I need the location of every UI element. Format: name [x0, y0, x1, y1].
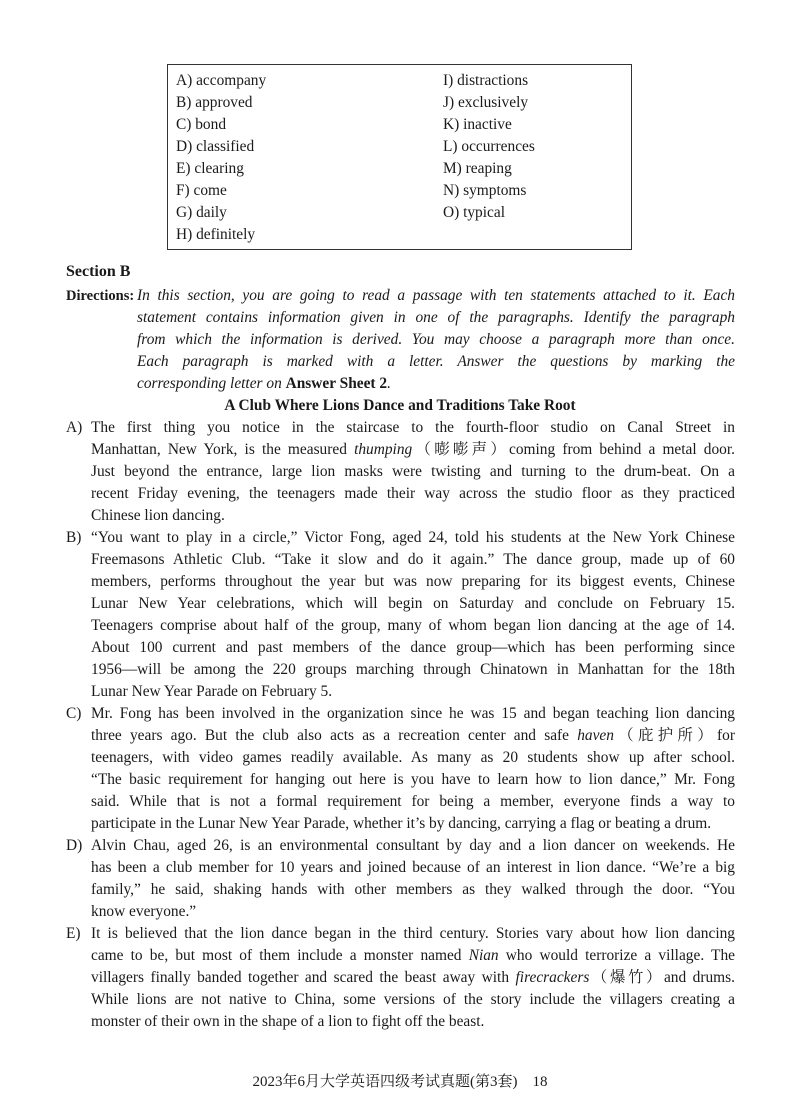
text-segment: Chinese lion dancing.: [91, 507, 225, 524]
word-option: J) exclusively: [443, 94, 529, 111]
text-segment: While lions are not native to China, some versions of the story include the villagers creating a: [91, 991, 735, 1008]
text-segment: villagers finally banded together and scared the beast away with: [91, 969, 516, 986]
word-option: A) accompany: [176, 72, 267, 89]
text-line: [91, 527, 735, 549]
text-segment: It is believed that the lion dance began in the third century. Stories vary about how lion dancing: [91, 925, 735, 942]
text-segment: Mr. Fong has been involved in the organization since he was 15 and began teaching lion dancing: [91, 705, 735, 722]
text-segment: （爆竹）and drums.: [589, 969, 735, 986]
text-line: [91, 439, 735, 461]
text-segment: who would terrorize a village. The: [498, 947, 735, 964]
word-option: I) distractions: [443, 72, 529, 89]
text-segment: said. While that is not a formal requirement for being a member, everyone finds a way to: [91, 793, 735, 810]
text-segment: The first thing you notice in the staircase to the fourth-floor studio on Canal Street in: [91, 419, 735, 436]
text-line: [91, 769, 735, 791]
text-line: [137, 307, 735, 329]
text-line: [91, 593, 735, 615]
italic-term: haven: [577, 727, 614, 744]
text-segment: Alvin Chau, aged 26, is an environmental consultant by day and a lion dancer on weekends. He: [91, 837, 735, 854]
text-line: [137, 373, 735, 395]
text-line: [91, 835, 735, 857]
text-segment: came to be, but most of them include a monster named: [91, 947, 469, 964]
passage-title: A Club Where Lions Dance and Traditions Take Root: [224, 397, 576, 414]
text-line: [91, 505, 735, 527]
text-line: [91, 483, 735, 505]
text-line: [91, 901, 735, 923]
text-segment: three years ago. But the club also acts as a recreation center and safe: [91, 727, 578, 744]
italic-term: firecrackers: [515, 969, 590, 986]
text-segment: know everyone.”: [91, 903, 197, 920]
paragraph-label: D): [66, 837, 83, 854]
text-line: [91, 791, 735, 813]
text-segment: participate in the Lunar New Year Parade, whether it’s by dancing, carrying a flag or beating a drum.: [91, 815, 712, 832]
paragraph: [66, 923, 735, 1033]
text-segment: recent Friday evening, the teenagers made their way across the studio floor as they practiced: [91, 485, 735, 502]
directions: [66, 285, 735, 395]
text-line: [91, 461, 735, 483]
word-option: L) occurrences: [443, 138, 535, 155]
italic-term: thumping: [354, 441, 413, 458]
text-segment: （庇护所）for: [613, 727, 735, 744]
text-line: [91, 747, 735, 769]
word-option: O) typical: [443, 204, 505, 221]
text-line: [91, 703, 735, 725]
text-segment: Teenagers comprise about half of the group, many of whom began lion dancing at the age of 14.: [91, 617, 735, 634]
paragraph: [66, 527, 735, 703]
directions-label: Directions:: [66, 288, 135, 304]
word-option: E) clearing: [176, 160, 244, 177]
text-segment: Lunar New Year Parade on February 5.: [91, 683, 333, 700]
text-line: [91, 659, 735, 681]
text-segment: has been a club member for 10 years and joined because of an interest in lion dance. “We’re a big: [91, 859, 735, 876]
text-line: [137, 351, 735, 373]
text-line: [91, 923, 735, 945]
word-option: B) approved: [176, 94, 253, 111]
directions-text: [137, 285, 735, 395]
text-segment: teenagers, with video games readily available. As many as 20 students show up after school.: [91, 749, 735, 766]
section-title: Section B: [66, 263, 131, 280]
text-segment: Each paragraph is marked with a letter. Answer the questions by marking the: [137, 353, 735, 370]
text-line: [91, 857, 735, 879]
text-line: [91, 681, 735, 703]
word-option: K) inactive: [443, 116, 512, 133]
text-segment: statement contains information given in one of the paragraphs. Identify the paragraph: [137, 309, 735, 326]
word-option: C) bond: [176, 116, 227, 133]
word-bank-box: [167, 64, 632, 250]
text-segment: Freemasons Athletic Club. “Take it slow and do it again.” The dance group, made up of 60: [91, 551, 735, 568]
word-option: F) come: [176, 182, 227, 199]
paragraph-label: E): [66, 925, 81, 942]
text-line: [91, 813, 735, 835]
paragraph-label: A): [66, 419, 83, 436]
text-segment: （嘭嘭声）coming from behind a metal door.: [412, 441, 735, 458]
text-segment: “The basic requirement for hanging out here is you have to learn how to lion dance,” Mr. Fong: [91, 771, 735, 788]
italic-term: Nian: [468, 947, 499, 964]
text-segment: “You want to play in a circle,” Victor Fong, aged 24, told his students at the New York Chinese: [91, 529, 735, 546]
text-segment: members, performs throughout the year but was now preparing for its biggest events, Chinese: [91, 573, 735, 590]
text-line: [91, 989, 735, 1011]
paragraph-label: B): [66, 529, 82, 546]
word-option: D) classified: [176, 138, 255, 155]
text-line: [137, 329, 735, 351]
text-line: [91, 879, 735, 901]
text-line: [91, 637, 735, 659]
text-segment: .: [387, 375, 391, 392]
word-option: N) symptoms: [443, 182, 527, 199]
passage-body: [66, 417, 735, 1033]
text-line: [91, 1011, 735, 1033]
text-segment: from which the information is derived. You may choose a paragraph more than once.: [137, 331, 735, 348]
text-line: [91, 615, 735, 637]
text-line: [91, 417, 735, 439]
text-line: [91, 571, 735, 593]
text-line: [91, 725, 735, 747]
word-option: H) definitely: [176, 226, 256, 243]
text-segment: corresponding letter on: [137, 375, 286, 392]
bold-term: Answer Sheet 2: [285, 375, 388, 392]
page-footer: 2023年6月大学英语四级考试真题(第3套) 18: [252, 1074, 548, 1090]
text-segment: In this section, you are going to read a passage with ten statements attached to it. Each: [137, 287, 735, 304]
text-segment: Just beyond the entrance, large lion masks were twisting and turning to the drum-beat. On a: [91, 463, 735, 480]
word-option: M) reaping: [443, 160, 512, 177]
text-segment: About 100 current and past members of the dance group—which has been performing since: [91, 639, 735, 656]
text-line: [91, 945, 735, 967]
paragraph-label: C): [66, 705, 82, 722]
paragraph: [66, 417, 735, 527]
text-segment: Lunar New Year celebrations, which will begin on Saturday and conclude on February 15.: [91, 595, 735, 612]
text-line: [137, 285, 735, 307]
text-line: [91, 549, 735, 571]
word-option: G) daily: [176, 204, 227, 221]
text-segment: Manhattan, New York, is the measured: [91, 441, 355, 458]
text-segment: family,” he said, shaking hands with other members as they walked through the door. “You: [91, 881, 735, 898]
paragraph: [66, 703, 735, 835]
text-segment: monster of their own in the shape of a lion to fight off the beast.: [91, 1013, 485, 1030]
text-segment: 1956—will be among the 220 groups marching through Chinatown in Manhattan for the 18th: [91, 661, 735, 678]
text-line: [91, 967, 735, 989]
paragraph: [66, 835, 735, 923]
